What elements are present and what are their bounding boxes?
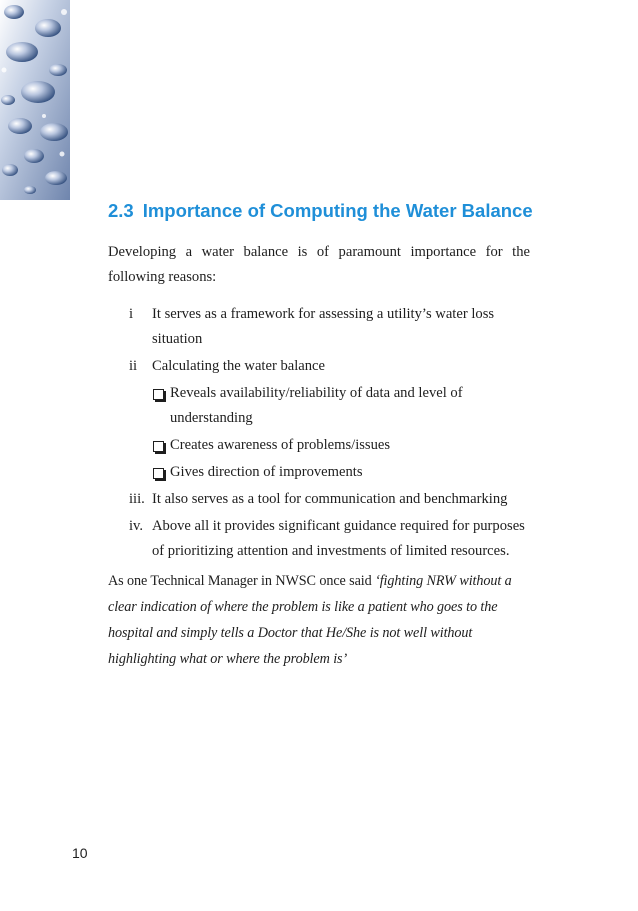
section-heading xyxy=(108,200,568,222)
closing-paragraph xyxy=(108,568,530,672)
list-marker: ii xyxy=(129,358,138,374)
closing-quote: ‘fighting NRW without a clear indication of where the problem is like a patient who goes to the hospital and simply tells a Doctor that He/She is not well without highlighting what or where the problem is’ xyxy=(108,573,512,667)
list-item-text: Above all it provides significant guidance required for purposes of prioritizing attention and investments of limited resources. xyxy=(152,518,525,559)
section-title: Importance of Computing the Water Balance xyxy=(142,200,533,221)
checkbox-bullet-icon xyxy=(153,468,164,479)
intro-paragraph xyxy=(108,240,530,290)
checkbox-bullet-icon xyxy=(153,441,164,452)
list-marker: iv. xyxy=(129,518,144,534)
list-item-text: Calculating the water balance xyxy=(152,358,326,374)
water-droplets-image xyxy=(0,0,70,200)
list-item-text: It serves as a framework for assessing a utility’s water loss situation xyxy=(152,306,495,347)
closing-prefix: As one Technical Manager in NWSC once said xyxy=(108,573,376,589)
sub-list-item-text: Reveals availability/reliability of data and level of understanding xyxy=(170,385,463,426)
sub-list-item xyxy=(108,381,530,431)
sub-list-item xyxy=(108,433,530,458)
list-item xyxy=(108,487,530,512)
sub-list-item-text: Gives direction of improvements xyxy=(170,464,363,480)
body-content xyxy=(108,240,530,686)
intro-line-1: Developing a water balance is of paramount importance for the xyxy=(108,244,530,260)
sub-list-item xyxy=(108,460,530,485)
list-item xyxy=(108,354,530,379)
list-item xyxy=(108,514,530,564)
sub-list-item-text: Creates awareness of problems/issues xyxy=(170,437,391,453)
page-number: 10 xyxy=(72,845,88,861)
checkbox-bullet-icon xyxy=(153,389,164,400)
intro-line-2: following reasons: xyxy=(108,269,217,285)
list-marker: iii. xyxy=(129,491,145,507)
list-marker: i xyxy=(129,306,134,322)
list-item xyxy=(108,302,530,352)
list-item-text: It also serves as a tool for communication and benchmarking xyxy=(152,491,508,507)
water-droplets-graphic xyxy=(0,0,70,200)
section-number: 2.3 xyxy=(108,200,134,221)
